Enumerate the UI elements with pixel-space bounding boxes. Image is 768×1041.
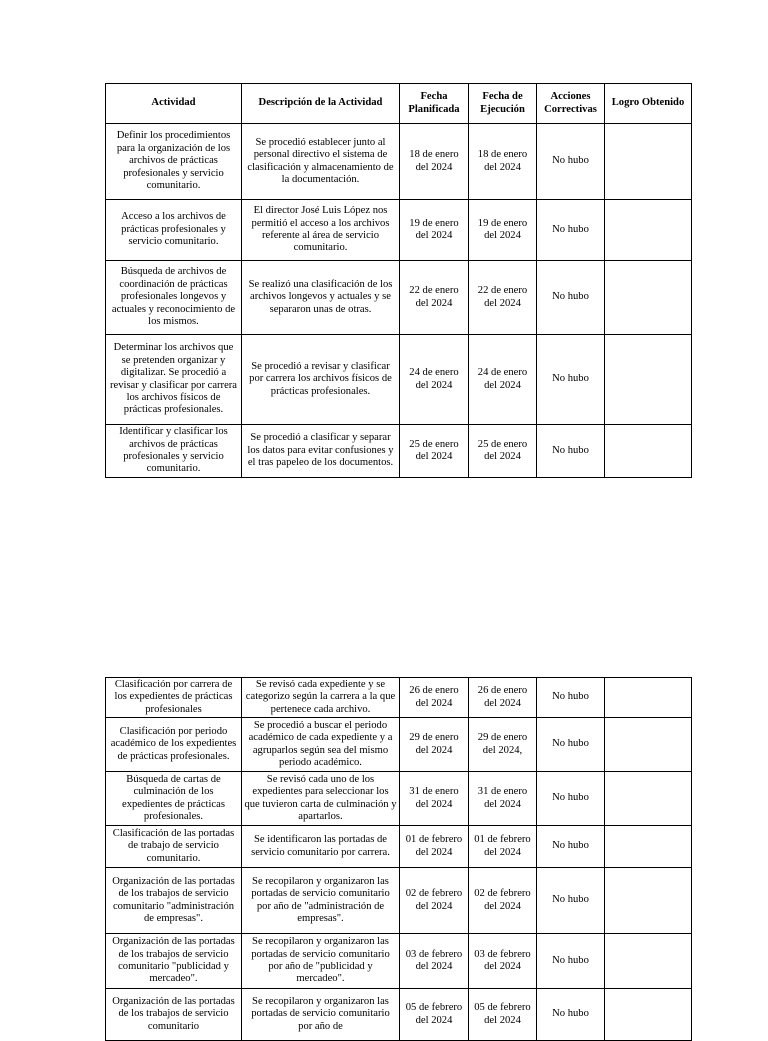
table-row [106, 989, 692, 1041]
cell-fecha-planificada: 24 de enero del 2024 [400, 335, 469, 425]
cell-acciones-correctivas: No hubo [537, 335, 605, 425]
cell-logro-obtenido [605, 868, 692, 934]
cell-acciones-correctivas: No hubo [537, 200, 605, 261]
cell-descripcion: Se procedió a revisar y clasificar por carrera los archivos físicos de prácticas profesionales. [242, 335, 400, 425]
cell-fecha-ejecucion: 25 de enero del 2024 [469, 425, 537, 478]
cell-fecha-ejecucion: 29 de enero del 2024, [469, 718, 537, 772]
cell-actividad: Acceso a los archivos de prácticas profesionales y servicio comunitario. [106, 200, 242, 261]
cell-acciones-correctivas: No hubo [537, 772, 605, 826]
header-fecha-planificada: Fecha Planificada [400, 84, 469, 124]
cell-fecha-ejecucion: 26 de enero del 2024 [469, 678, 537, 718]
cell-acciones-correctivas: No hubo [537, 678, 605, 718]
cell-fecha-planificada: 05 de febrero del 2024 [400, 989, 469, 1041]
cell-actividad: Búsqueda de archivos de coordinación de prácticas profesionales longevos y actuales y reconocimiento de los mismos. [106, 261, 242, 335]
cell-acciones-correctivas: No hubo [537, 124, 605, 200]
cell-fecha-ejecucion: 18 de enero del 2024 [469, 124, 537, 200]
table-row [106, 826, 692, 868]
activities-table-page-2 [105, 677, 692, 1041]
cell-fecha-planificada: 31 de enero del 2024 [400, 772, 469, 826]
cell-logro-obtenido [605, 772, 692, 826]
cell-acciones-correctivas: No hubo [537, 989, 605, 1041]
cell-fecha-ejecucion: 24 de enero del 2024 [469, 335, 537, 425]
cell-logro-obtenido [605, 718, 692, 772]
table-row [106, 718, 692, 772]
table-row [106, 772, 692, 826]
cell-fecha-planificada: 22 de enero del 2024 [400, 261, 469, 335]
cell-fecha-ejecucion: 22 de enero del 2024 [469, 261, 537, 335]
cell-fecha-planificada: 19 de enero del 2024 [400, 200, 469, 261]
cell-actividad: Organización de las portadas de los trabajos de servicio comunitario [106, 989, 242, 1041]
cell-acciones-correctivas: No hubo [537, 261, 605, 335]
header-logro-obtenido: Logro Obtenido [605, 84, 692, 124]
cell-fecha-planificada: 01 de febrero del 2024 [400, 826, 469, 868]
table-row [106, 934, 692, 989]
header-fecha-ejecucion: Fecha de Ejecución [469, 84, 537, 124]
cell-fecha-planificada: 03 de febrero del 2024 [400, 934, 469, 989]
cell-descripcion: Se procedió a clasificar y separar los datos para evitar confusiones y el tras papeleo de los documentos. [242, 425, 400, 478]
cell-logro-obtenido [605, 989, 692, 1041]
cell-fecha-planificada: 02 de febrero del 2024 [400, 868, 469, 934]
cell-fecha-planificada: 18 de enero del 2024 [400, 124, 469, 200]
cell-descripcion: Se revisó cada expediente y se categorizo según la carrera a la que pertenece cada archivo. [242, 678, 400, 718]
cell-logro-obtenido [605, 826, 692, 868]
cell-actividad: Clasificación de las portadas de trabajo de servicio comunitario. [106, 826, 242, 868]
cell-acciones-correctivas: No hubo [537, 425, 605, 478]
cell-fecha-planificada: 29 de enero del 2024 [400, 718, 469, 772]
header-actividad: Actividad [106, 84, 242, 124]
header-acciones-correctivas: Acciones Correctivas [537, 84, 605, 124]
cell-actividad: Organización de las portadas de los trabajos de servicio comunitario "administración de empresas". [106, 868, 242, 934]
cell-descripcion: Se procedió a buscar el periodo académico de cada expediente y a agruparlos según sea del mismo periodo académico. [242, 718, 400, 772]
cell-actividad: Búsqueda de cartas de culminación de los expedientes de prácticas profesionales. [106, 772, 242, 826]
cell-descripcion: Se identificaron las portadas de servicio comunitario por carrera. [242, 826, 400, 868]
cell-descripcion: Se recopilaron y organizaron las portadas de servicio comunitario por año de [242, 989, 400, 1041]
cell-acciones-correctivas: No hubo [537, 718, 605, 772]
cell-acciones-correctivas: No hubo [537, 826, 605, 868]
cell-descripcion: Se realizó una clasificación de los archivos longevos y actuales y se separaron unas de otras. [242, 261, 400, 335]
cell-logro-obtenido [605, 678, 692, 718]
cell-descripcion: Se recopilaron y organizaron las portadas de servicio comunitario por año de "publicidad y mercadeo". [242, 934, 400, 989]
cell-fecha-ejecucion: 31 de enero del 2024 [469, 772, 537, 826]
cell-descripcion: El director José Luis López nos permitió el acceso a los archivos referente al área de servicio comunitario. [242, 200, 400, 261]
cell-fecha-ejecucion: 03 de febrero del 2024 [469, 934, 537, 989]
cell-acciones-correctivas: No hubo [537, 934, 605, 989]
cell-acciones-correctivas: No hubo [537, 868, 605, 934]
table-row [106, 678, 692, 718]
cell-actividad: Clasificación por periodo académico de los expedientes de prácticas profesionales. [106, 718, 242, 772]
cell-fecha-ejecucion: 01 de febrero del 2024 [469, 826, 537, 868]
cell-actividad: Definir los procedimientos para la organización de los archivos de prácticas profesionales y servicio comunitario. [106, 124, 242, 200]
cell-logro-obtenido [605, 934, 692, 989]
cell-actividad: Identificar y clasificar los archivos de prácticas profesionales y servicio comunitario. [106, 425, 242, 478]
cell-fecha-ejecucion: 05 de febrero del 2024 [469, 989, 537, 1041]
cell-descripcion: Se revisó cada uno de los expedientes para seleccionar los que tuvieron carta de culminación y apartarlos. [242, 772, 400, 826]
cell-actividad: Clasificación por carrera de los expedientes de prácticas profesionales [106, 678, 242, 718]
cell-fecha-ejecucion: 19 de enero del 2024 [469, 200, 537, 261]
cell-fecha-ejecucion: 02 de febrero del 2024 [469, 868, 537, 934]
cell-descripcion: Se procedió establecer junto al personal directivo el sistema de clasificación y almacenamiento de la documentación. [242, 124, 400, 200]
cell-fecha-planificada: 25 de enero del 2024 [400, 425, 469, 478]
table-row [106, 868, 692, 934]
header-descripcion: Descripción de la Actividad [242, 84, 400, 124]
cell-actividad: Organización de las portadas de los trabajos de servicio comunitario "publicidad y mercadeo". [106, 934, 242, 989]
cell-descripcion: Se recopilaron y organizaron las portadas de servicio comunitario por año de "administración de empresas". [242, 868, 400, 934]
cell-actividad: Determinar los archivos que se pretenden organizar y digitalizar. Se procedió a revisar y clasificar por carrera los archivos físicos de prácticas profesionales. [106, 335, 242, 425]
cell-fecha-planificada: 26 de enero del 2024 [400, 678, 469, 718]
